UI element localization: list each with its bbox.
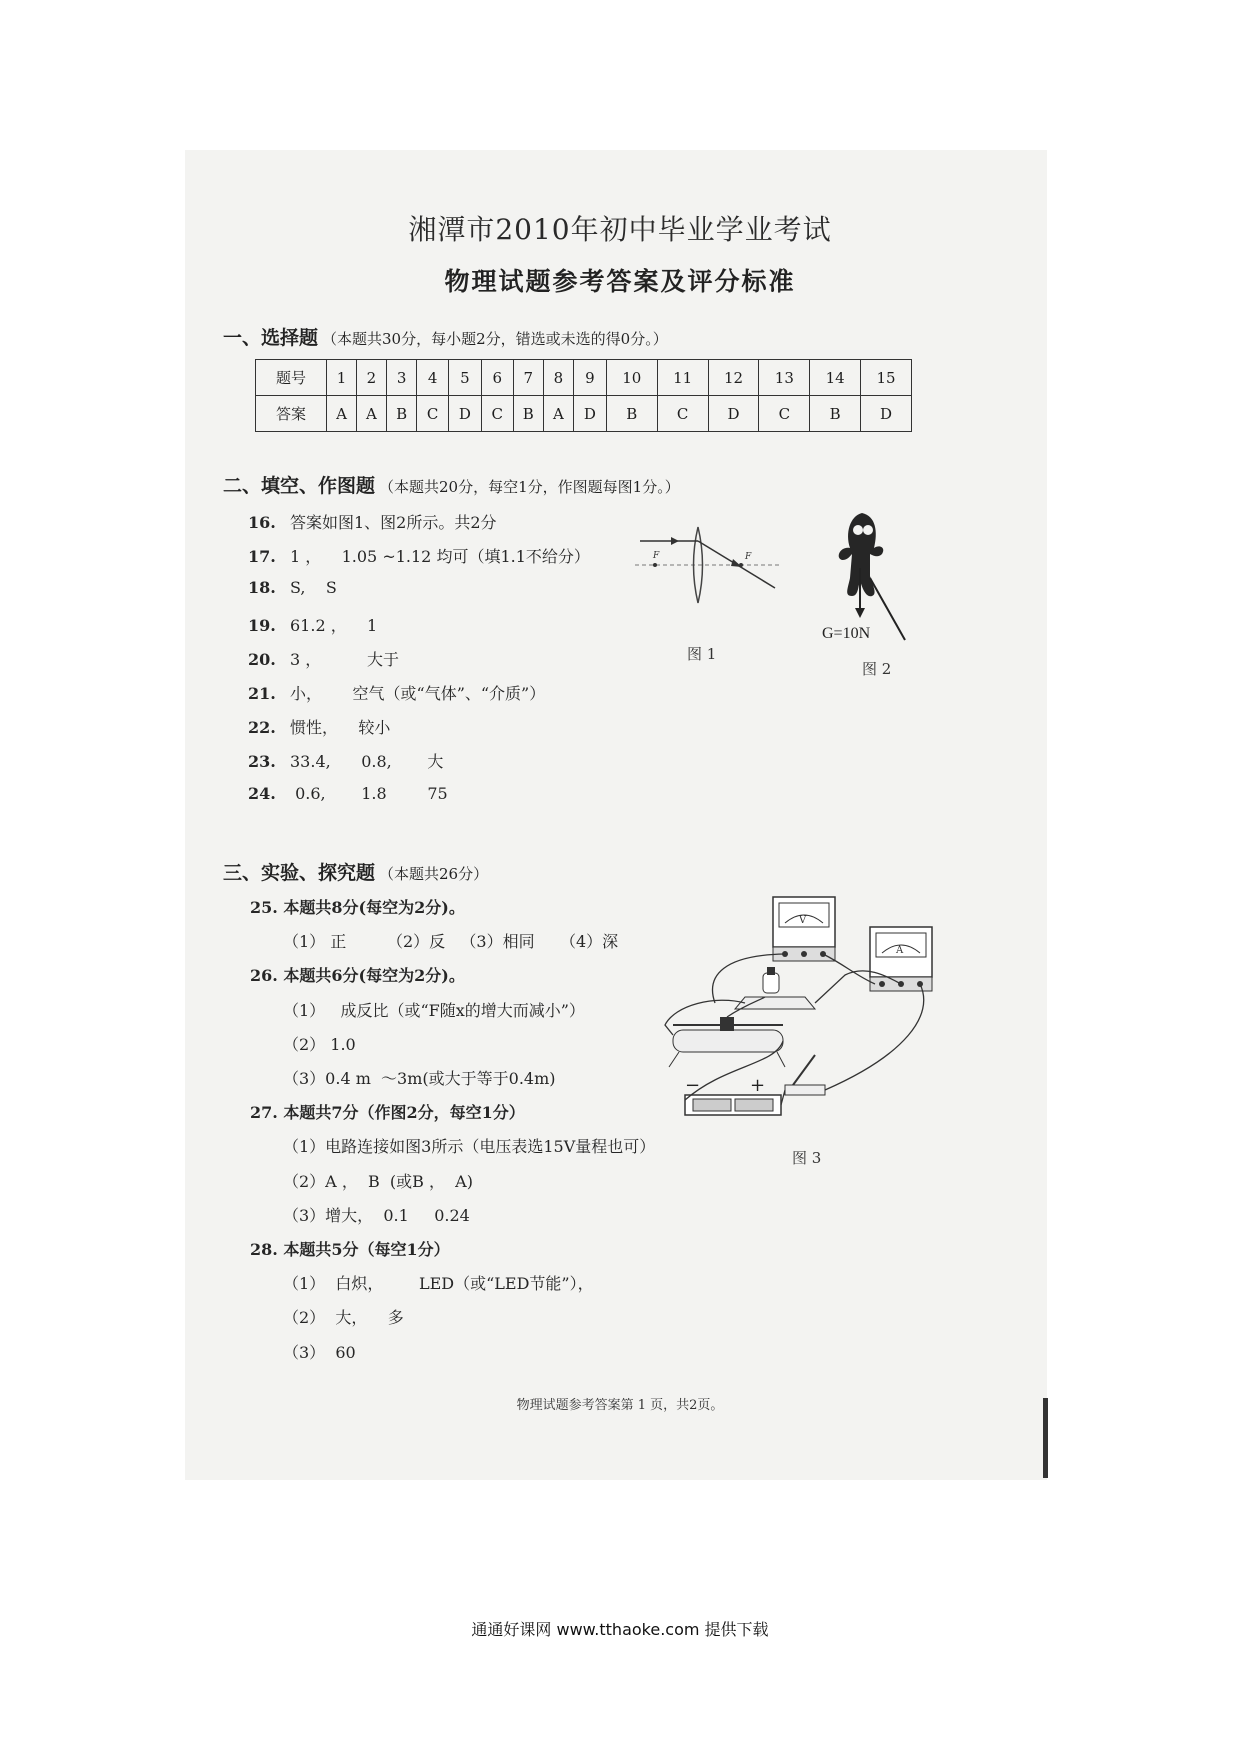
item-number: 16. [248, 513, 276, 532]
exam-subtitle: 物理试题参考答案及评分标准 [444, 267, 796, 296]
row-label-number: 题号 [256, 360, 327, 396]
question-heading: 25. 本题共8分(每空为2分)。 [250, 898, 465, 917]
item-number: 21. [248, 684, 276, 703]
question-number-cell: 13 [759, 360, 810, 396]
fill-in-answer-item [248, 510, 497, 533]
figure3-circuit-diagram [665, 885, 945, 1135]
answer-table-number-row [256, 360, 912, 396]
focal-point-left [653, 563, 657, 567]
sub-answer-line: （1）电路连接如图3所示（电压表选15V量程也可） [283, 1137, 656, 1157]
section2-heading [223, 471, 680, 498]
question-number-cell: 9 [573, 360, 606, 396]
question-number-cell: 11 [657, 360, 708, 396]
section2-note: （本题共20分，每空1分，作图题每图1分。） [379, 478, 680, 496]
fill-in-answer-item [248, 647, 399, 670]
battery-icon [685, 1095, 781, 1115]
item-number: 18. [248, 578, 276, 598]
figure2-caption: 图 2 [862, 660, 892, 678]
question-number-cell: 2 [356, 360, 386, 396]
page-number-note: 物理试题参考答案第 1 页，共2页。 [516, 1398, 724, 1413]
answer-cell: C [481, 396, 513, 432]
item-number: 23. [248, 752, 276, 772]
sub-answer-line: （1） 白炽， LED（或“LED节能”）， [283, 1274, 594, 1294]
section3-title: 三、实验、探究题 [223, 862, 376, 884]
answer-cell: B [513, 396, 543, 432]
figure2-mascot-diagram [800, 508, 920, 643]
sub-answer-line: （3） 60 [283, 1342, 356, 1362]
switch-icon [785, 1055, 825, 1095]
fill-in-answer-item [248, 578, 337, 597]
mascot-icon [839, 513, 884, 596]
question-number-cell: 4 [417, 360, 449, 396]
figure3-caption: 图 3 [792, 1149, 822, 1167]
item-number: 20. [248, 649, 276, 669]
item-number: 19. [248, 615, 276, 635]
item-number: 17. [248, 547, 276, 567]
sub-answer-line: （3）增大， 0.1 0.24 [283, 1205, 470, 1225]
section3-note: （本题共26分） [379, 865, 489, 883]
section1-note: （本题共30分，每小题2分，错选或未选的得0分。） [322, 330, 668, 348]
mascot-stand [870, 578, 905, 640]
answer-cell: D [708, 396, 759, 432]
voltmeter-label: V [799, 915, 807, 926]
question-number-cell: 12 [708, 360, 759, 396]
fill-in-answer-item [248, 749, 443, 772]
answer-table [255, 359, 912, 432]
item-number: 22. [248, 718, 276, 738]
question-heading: 28. 本题共5分（每空1分） [250, 1240, 450, 1259]
download-site-note: 通通好课网 www.tthaoke.com 提供下载 [471, 1620, 769, 1639]
voltmeter-icon [773, 897, 835, 961]
battery-plus-label: + [750, 1075, 766, 1096]
question-number-cell: 15 [861, 360, 912, 396]
sub-answer-line: （2） 大， 多 [283, 1308, 404, 1328]
section2-title: 二、填空、作图题 [223, 475, 376, 497]
question-number-cell: 6 [481, 360, 513, 396]
item-answer-text: 1 ， 1.05 ~1.12 均可（填1.1不给分） [290, 547, 590, 567]
item-answer-text: S, S [290, 578, 337, 598]
focal-point-right [739, 563, 743, 567]
question-number-cell: 10 [606, 360, 657, 396]
question-number-cell: 7 [513, 360, 543, 396]
item-number: 24. [248, 783, 276, 803]
mascot-eye-left [853, 525, 863, 535]
answer-cell: A [327, 396, 357, 432]
question-number-cell: 8 [543, 360, 573, 396]
question-number-cell: 3 [386, 360, 416, 396]
battery-minus-label: − [685, 1075, 701, 1096]
item-answer-text: 3 ， 大于 [290, 649, 400, 669]
item-answer-text: 惯性， 较小 [290, 718, 391, 738]
exam-title: 湘潭市2010年初中毕业学业考试 [408, 213, 832, 246]
item-answer-text: 答案如图1、图2所示。共2分 [290, 513, 497, 532]
question-number-cell: 14 [810, 360, 861, 396]
answer-cell: C [417, 396, 449, 432]
item-answer-text: 33.4, 0.8, 大 [290, 752, 444, 772]
question-heading: 27. 本题共7分（作图2分，每空1分） [250, 1103, 525, 1123]
fill-in-answer-item [248, 544, 590, 567]
answer-cell: D [448, 396, 481, 432]
focal-label-left: F [653, 551, 660, 561]
question-heading: 26. 本题共6分(每空为2分)。 [250, 966, 465, 986]
answer-cell: B [810, 396, 861, 432]
sub-answer-line: （1） 正 （2）反 （3）相同 （4）深 [283, 932, 619, 952]
sub-answer-line: （2）A ， B (或B ， A) [283, 1171, 473, 1191]
figure1-caption: 图 1 [687, 645, 717, 663]
answer-cell: B [606, 396, 657, 432]
answer-cell: A [543, 396, 573, 432]
answer-table-answer-row [256, 396, 912, 432]
answer-cell: B [386, 396, 416, 432]
focal-label-right: F [745, 552, 752, 562]
answer-cell: C [759, 396, 810, 432]
fill-in-answer-item [248, 784, 448, 803]
answer-cell: A [356, 396, 386, 432]
fill-in-answer-item [248, 613, 377, 636]
section1-heading [223, 323, 668, 350]
answer-cell: D [573, 396, 606, 432]
figure1-lens-diagram [635, 525, 785, 605]
sub-answer-line: （2） 1.0 [283, 1034, 356, 1054]
question-number-cell: 1 [327, 360, 357, 396]
row-label-answer: 答案 [256, 396, 327, 432]
answer-cell: D [861, 396, 912, 432]
answer-cell: C [657, 396, 708, 432]
section3-heading [223, 858, 488, 885]
item-answer-text: 0.6, 1.8 75 [290, 783, 448, 803]
ammeter-icon [870, 927, 932, 991]
gravity-arrowhead [855, 608, 865, 618]
lamp-icon [735, 967, 815, 1009]
sub-answer-line: （1） 成反比（或“F随x的增大而减小”） [283, 1000, 585, 1020]
gravity-label: G=10N [822, 625, 871, 642]
sub-answer-line: （3）0.4 m ～3m(或大于等于0.4m) [283, 1069, 556, 1088]
ammeter-label: A [896, 945, 904, 956]
fill-in-answer-item [248, 715, 390, 738]
section1-title: 一、选择题 [223, 327, 319, 349]
fill-in-answer-item [248, 681, 545, 704]
item-answer-text: 小， 空气（或“气体”、“介质”） [290, 684, 546, 703]
item-answer-text: 61.2 ， 1 [290, 615, 378, 635]
ray-arrow-1 [671, 537, 679, 545]
rheostat-icon [669, 1017, 785, 1067]
question-number-cell: 5 [448, 360, 481, 396]
mascot-eye-right [863, 525, 873, 535]
